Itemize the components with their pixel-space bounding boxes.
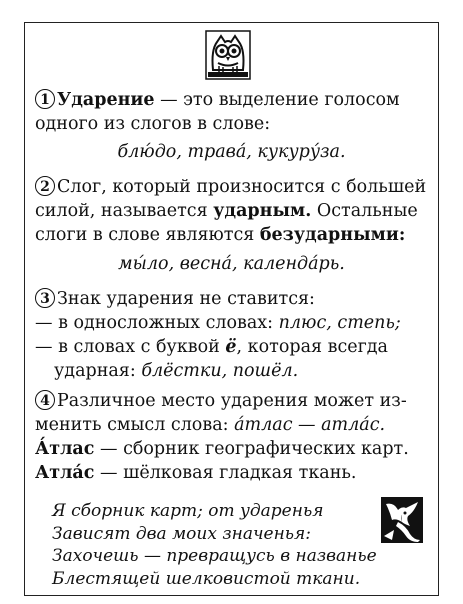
term-udarenie: Ударение: [57, 90, 155, 110]
section-4: [35, 389, 427, 485]
section-text: ударная:: [54, 361, 142, 381]
letter-yo: ё: [225, 337, 237, 357]
section-text: одного из слогов в слове:: [35, 114, 271, 134]
poem: [52, 500, 402, 590]
section-text: Остальные: [311, 201, 418, 221]
poem-line: Я сборник карт; от ударенья: [52, 501, 324, 521]
section-number: 1: [35, 89, 55, 109]
term-udarnym: ударным.: [213, 201, 312, 221]
section-number: 2: [35, 176, 55, 196]
example-words: плюс, степь;: [278, 313, 401, 333]
section-text: — это выделение голосом: [154, 90, 400, 110]
term-atlas: А́тлас: [35, 439, 95, 459]
poem-line: Зависят два моих значенья:: [52, 523, 312, 544]
section-text: Различное место ударения может из-: [57, 391, 407, 411]
section-text: — в односложных словах:: [35, 313, 279, 333]
section-text: — шёлковая гладкая ткань.: [94, 463, 357, 483]
section-text: , которая всегда: [236, 337, 388, 357]
term-atlas-fabric: Атла́с: [35, 463, 95, 483]
poem-line: Захочешь — превращусь в названье: [52, 546, 377, 566]
poem-line: Блестящей шелковистой ткани.: [52, 568, 361, 589]
section-text: — в словах с буквой: [35, 337, 226, 357]
section-text: слоги в слове являются: [35, 225, 260, 245]
section-number: 4: [35, 390, 55, 410]
owl-icon: [205, 30, 251, 80]
section-2: [35, 175, 427, 247]
example-line: блю́до, трава́, кукуру́за.: [117, 142, 346, 162]
example-line: мы́ло, весна́, календа́рь.: [118, 254, 345, 274]
section-text: менить смысл слова:: [35, 415, 235, 435]
term-bezudarnymi: безударными:: [259, 225, 406, 245]
section-text: Знак ударения не ставится:: [57, 289, 315, 309]
section-text: — сборник географических карт.: [94, 439, 409, 459]
example-words: блёстки, пошёл.: [141, 361, 299, 381]
example-words: а́тлас — атла́с.: [234, 415, 386, 435]
section-1: [35, 88, 427, 136]
bird-icon: [380, 496, 424, 544]
section-text: Слог, который произносится с большей: [57, 177, 427, 197]
section-number: 3: [35, 288, 55, 308]
section-3: [35, 287, 427, 383]
section-text: силой, называется: [35, 201, 214, 221]
